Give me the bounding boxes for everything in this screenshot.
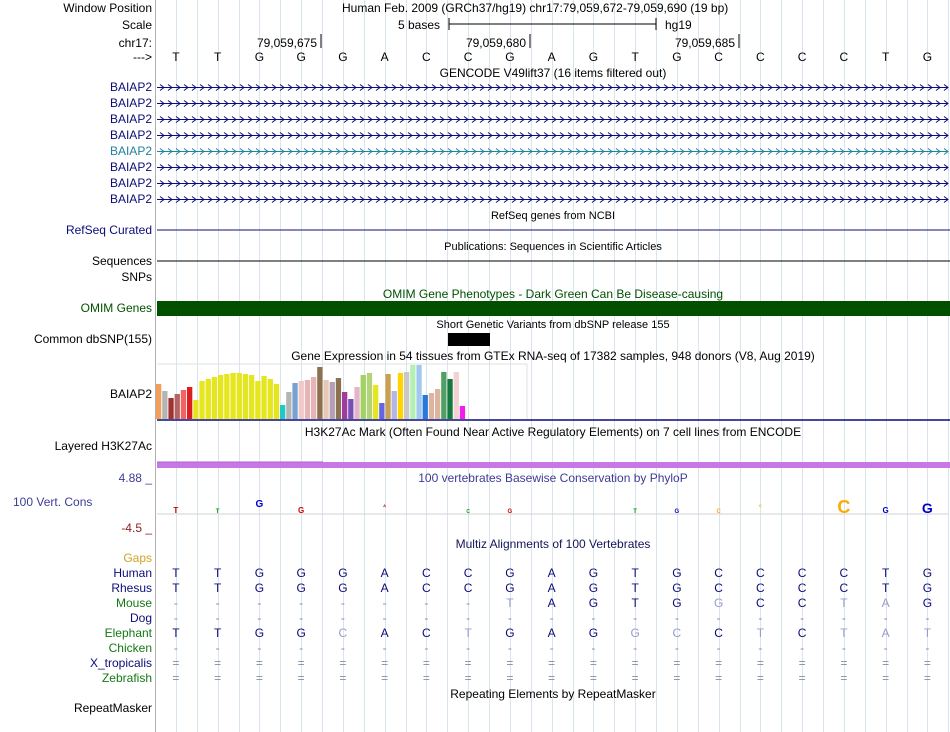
alignment-base: - [591, 641, 596, 655]
alignment-base: G [922, 581, 933, 595]
gtex-tissue-bar[interactable] [416, 365, 421, 419]
position-tick-label: 79,059,685 [674, 36, 735, 50]
h3k27ac-label[interactable]: Layered H3K27Ac [54, 439, 152, 453]
alignment-base: = [214, 671, 222, 685]
alignment-base: = [882, 656, 890, 670]
gtex-tissue-bar[interactable] [305, 380, 310, 419]
alignment-base: = [381, 671, 389, 685]
species-label[interactable]: Zebrafish [101, 671, 152, 685]
alignment-base: = [172, 671, 180, 685]
phylop-glyph: G [921, 500, 933, 516]
alignment-base: = [422, 656, 430, 670]
alignment-base: T [464, 626, 472, 640]
alignment-base: G [630, 626, 640, 640]
alignment-base: = [339, 656, 347, 670]
gtex-tissue-bar[interactable] [441, 372, 446, 419]
alignment-base: T [172, 581, 180, 595]
alignment-base: = [840, 671, 848, 685]
alignment-base: = [339, 671, 347, 685]
phylop-min-label: -4.5 _ [121, 521, 152, 535]
base-letter[interactable]: C [463, 50, 473, 64]
alignment-base: = [548, 656, 556, 670]
gtex-tissue-bar[interactable] [224, 374, 229, 419]
alignment-base: G [338, 581, 348, 595]
alignment-base: T [840, 626, 848, 640]
alignment-base: T [213, 626, 222, 640]
multiz-title[interactable]: Multiz Alignments of 100 Vertebrates [455, 537, 651, 551]
alignment-base: = [631, 671, 639, 685]
gtex-tissue-bar[interactable] [323, 380, 328, 419]
alignment-base: A [380, 566, 389, 580]
phylop-glyph: A [383, 503, 387, 508]
phylop-glyph: T [173, 506, 179, 515]
alignment-base: T [172, 626, 180, 640]
alignment-base: - [633, 611, 638, 625]
gtex-tissue-bar[interactable] [385, 374, 390, 419]
alignment-base: = [255, 671, 263, 685]
alignment-base: A [547, 581, 556, 595]
alignment-base: - [340, 611, 345, 625]
scale-assembly: hg19 [665, 18, 692, 32]
alignment-base: - [841, 641, 846, 655]
alignment-base: - [382, 641, 387, 655]
repeatmasker-title[interactable]: Repeating Elements by RepeatMasker [450, 687, 656, 701]
alignment-base: C [338, 626, 348, 640]
base-letter[interactable]: T [172, 50, 180, 64]
alignment-base: - [758, 611, 763, 625]
gtex-tissue-bar[interactable] [230, 373, 235, 419]
alignment-base: - [633, 641, 638, 655]
alignment-base: G [672, 581, 682, 595]
species-label[interactable]: Dog [129, 611, 152, 625]
alignment-base: C [839, 581, 849, 595]
alignment-base: - [257, 641, 262, 655]
alignment-base: C [422, 566, 431, 580]
gtex-tissue-bar[interactable] [447, 379, 452, 419]
alignment-base: - [257, 611, 262, 625]
gtex-tissue-bar[interactable] [336, 378, 341, 419]
alignment-base: G [713, 596, 724, 610]
alignment-base: C [839, 566, 849, 580]
alignment-base: C [714, 566, 723, 580]
alignment-base: = [214, 656, 222, 670]
gtex-tissue-bar[interactable] [410, 365, 415, 419]
alignment-base: = [422, 671, 430, 685]
refseq-label[interactable]: RefSeq Curated [65, 223, 152, 237]
phylop-max-label: 4.88 _ [118, 471, 152, 485]
alignment-base: = [381, 656, 389, 670]
alignment-base: = [756, 656, 764, 670]
gtex-tissue-bar[interactable] [168, 398, 173, 419]
alignment-base: T [756, 626, 765, 640]
alignment-base: - [173, 611, 178, 625]
base-letter[interactable]: A [547, 50, 556, 64]
alignment-base: G [922, 596, 933, 610]
alignment-base: - [507, 611, 512, 625]
alignment-base: = [506, 671, 514, 685]
alignment-base: G [505, 566, 515, 580]
alignment-base: C [463, 566, 473, 580]
repeatmasker-label[interactable]: RepeatMasker [73, 701, 152, 715]
scale-label: Scale [121, 18, 152, 32]
alignment-base: T [881, 566, 890, 580]
alignment-base: - [215, 641, 220, 655]
alignment-base: = [798, 671, 806, 685]
gtex-tissue-bar[interactable] [342, 392, 347, 419]
gencode-transcript-label[interactable]: BAIAP2 [109, 96, 152, 110]
phylop-glyph: G [507, 509, 513, 515]
alignment-base: G [922, 566, 933, 580]
alignment-base: = [255, 656, 263, 670]
base-letter[interactable]: G [254, 50, 265, 64]
gtex-tissue-bar[interactable] [404, 372, 409, 419]
alignment-base: G [588, 626, 599, 640]
alignment-base: A [547, 596, 556, 610]
base-letter[interactable]: G [296, 50, 306, 64]
gtex-tissue-bar[interactable] [460, 406, 465, 419]
alignment-base: C [672, 626, 682, 640]
alignment-base: G [505, 581, 515, 595]
phylop-label[interactable]: 100 Vert. Cons [13, 495, 93, 509]
alignment-base: = [882, 671, 890, 685]
gencode-title[interactable]: GENCODE V49lift37 (16 items filtered out) [439, 66, 667, 80]
alignment-base: C [797, 596, 807, 610]
gtex-tissue-bar[interactable] [255, 381, 260, 419]
base-letter[interactable]: G [338, 50, 348, 64]
alignment-base: C [797, 566, 807, 580]
gtex-tissue-bar[interactable] [274, 384, 279, 419]
alignment-base: = [589, 671, 597, 685]
alignment-base: = [464, 656, 472, 670]
alignment-base: = [548, 671, 556, 685]
gtex-tissue-bar[interactable] [187, 387, 192, 419]
gtex-tissue-bar[interactable] [423, 395, 428, 419]
phylop-glyph: C [466, 509, 470, 515]
gtex-tissue-bar[interactable] [212, 377, 217, 419]
window-position-value: Human Feb. 2009 (GRCh37/hg19) chr17:79,059,672-79,059,690 (19 bp) [342, 1, 729, 15]
gtex-tissue-bar[interactable] [398, 373, 403, 419]
publications-label[interactable]: Sequences [91, 254, 152, 268]
base-letter[interactable]: T [631, 50, 639, 64]
alignment-base: C [756, 596, 765, 610]
h3k27ac-title[interactable]: H3K27Ac Mark (Often Found Near Active Regulatory Elements) on 7 cell lines from ENCODE [304, 425, 802, 439]
alignment-base: - [549, 611, 554, 625]
alignment-base: C [756, 581, 765, 595]
alignment-base: - [215, 611, 220, 625]
gtex-tissue-bar[interactable] [261, 376, 266, 419]
gtex-tissue-bar[interactable] [373, 385, 378, 419]
alignment-base: - [549, 641, 554, 655]
omim-feature-bar[interactable] [157, 301, 950, 316]
alignment-base: = [798, 656, 806, 670]
alignment-base: A [881, 596, 890, 610]
gtex-tissue-bar[interactable] [454, 372, 459, 419]
alignment-base: T [506, 596, 514, 610]
alignment-base: - [466, 596, 471, 610]
alignment-base: = [297, 671, 305, 685]
alignment-base: G [296, 566, 306, 580]
alignment-base: - [382, 596, 387, 610]
alignment-base: = [673, 671, 681, 685]
base-letter[interactable]: C [714, 50, 723, 64]
phylop-glyph: T [633, 509, 637, 515]
gtex-tissue-bar[interactable] [348, 399, 353, 419]
alignment-base: - [466, 611, 471, 625]
gtex-tissue-bar[interactable] [237, 373, 242, 419]
alignment-base: - [716, 641, 721, 655]
species-label[interactable]: Rhesus [111, 581, 152, 595]
omim-title[interactable]: OMIM Gene Phenotypes - Dark Green Can Be Disease-causing [382, 287, 724, 301]
phylop-glyph: C [716, 509, 721, 515]
species-label[interactable]: Chicken [108, 641, 152, 655]
alignment-base: - [215, 596, 220, 610]
alignment-base: - [424, 641, 429, 655]
phylop-glyph: C [837, 497, 851, 517]
species-label[interactable]: Human [113, 566, 152, 580]
base-letter[interactable]: T [881, 50, 890, 64]
alignment-base: = [756, 671, 764, 685]
gtex-tissue-bar[interactable] [206, 379, 211, 419]
gtex-tissue-bar[interactable] [280, 405, 285, 419]
alignment-base: - [424, 596, 429, 610]
phylop-title[interactable]: 100 vertebrates Basewise Conservation by PhyloP [418, 471, 688, 485]
alignment-base: - [299, 641, 304, 655]
gtex-tissue-bar[interactable] [429, 393, 434, 419]
phylop-glyph: G [255, 499, 264, 510]
alignment-base: - [299, 611, 304, 625]
alignment-base: C [714, 581, 723, 595]
phylop-glyph: G [882, 506, 889, 515]
gencode-transcript-label[interactable]: BAIAP2 [109, 192, 152, 206]
alignment-base: - [173, 641, 178, 655]
species-label[interactable]: Mouse [115, 596, 152, 610]
alignment-base: C [422, 626, 431, 640]
alignment-base: G [254, 566, 265, 580]
alignment-base: = [589, 656, 597, 670]
base-letter[interactable]: C [839, 50, 849, 64]
alignment-base: A [380, 581, 389, 595]
alignment-base: - [257, 596, 262, 610]
gtex-tissue-bar[interactable] [243, 374, 248, 419]
gtex-tissue-bar[interactable] [175, 394, 180, 419]
alignment-base: = [715, 671, 723, 685]
alignment-base: A [881, 626, 890, 640]
gtex-tissue-bar[interactable] [299, 381, 304, 419]
base-letter[interactable]: C [422, 50, 431, 64]
alignment-base: G [296, 581, 306, 595]
gtex-bar-chart[interactable] [156, 364, 527, 419]
base-letter[interactable]: C [797, 50, 807, 64]
alignment-base: T [840, 596, 848, 610]
alignment-base: A [547, 566, 556, 580]
snps-label[interactable]: SNPs [121, 270, 152, 284]
gencode-transcript-label[interactable]: BAIAP2 [109, 176, 152, 190]
gtex-tissue-bar[interactable] [193, 400, 198, 419]
alignment-base: = [172, 656, 180, 670]
base-letter[interactable]: A [380, 50, 389, 64]
alignment-base: = [297, 656, 305, 670]
gtex-tissue-bar[interactable] [354, 387, 359, 419]
publications-title[interactable]: Publications: Sequences in Scientific Articles [444, 241, 662, 253]
position-tick-label: 79,059,675 [256, 36, 317, 50]
gtex-tissue-bar[interactable] [435, 389, 440, 419]
alignment-base: - [299, 596, 304, 610]
window-position-label: Window Position [63, 1, 152, 15]
gtex-tissue-bar[interactable] [292, 383, 297, 419]
alignment-base: A [380, 626, 389, 640]
refseq-title[interactable]: RefSeq genes from NCBI [490, 210, 616, 222]
alignment-base: = [923, 656, 931, 670]
alignment-base: - [883, 641, 888, 655]
gencode-transcript-label[interactable]: BAIAP2 [109, 144, 152, 158]
alignment-base: G [296, 626, 306, 640]
alignment-base: - [716, 611, 721, 625]
gtex-tissue-bar[interactable] [392, 391, 397, 419]
base-letter[interactable]: G [588, 50, 599, 64]
omim-label[interactable]: OMIM Genes [80, 301, 152, 315]
base-letter[interactable]: G [505, 50, 515, 64]
alignment-base: C [422, 581, 431, 595]
alignment-base: G [338, 566, 348, 580]
gtex-tissue-bar[interactable] [249, 375, 254, 419]
alignment-base: - [800, 611, 805, 625]
alignment-base: - [841, 611, 846, 625]
phylop-glyph: T [215, 509, 220, 515]
gtex-tissue-bar[interactable] [361, 375, 366, 419]
gtex-tissue-bar[interactable] [156, 384, 161, 419]
alignment-base: - [424, 611, 429, 625]
alignment-base: = [464, 671, 472, 685]
base-letter[interactable]: G [672, 50, 682, 64]
gtex-label[interactable]: BAIAP2 [109, 387, 152, 401]
gtex-tissue-bar[interactable] [162, 391, 167, 419]
alignment-base: - [591, 611, 596, 625]
alignment-base: = [715, 656, 723, 670]
alignment-base: G [505, 626, 515, 640]
base-letter[interactable]: T [213, 50, 222, 64]
alignment-base: T [213, 581, 222, 595]
phylop-glyph: G [298, 506, 305, 515]
alignment-base: - [173, 596, 178, 610]
gencode-transcript-label[interactable]: BAIAP2 [109, 128, 152, 142]
alignment-base: T [213, 566, 222, 580]
alignment-base: T [631, 596, 639, 610]
alignment-base: - [758, 641, 763, 655]
gtex-tissue-bar[interactable] [218, 375, 223, 419]
alignment-base: - [340, 641, 345, 655]
alignment-base: C [797, 626, 807, 640]
alignment-base: - [925, 611, 930, 625]
alignment-base: - [925, 641, 930, 655]
alignment-base: C [463, 581, 473, 595]
alignment-base: C [756, 566, 765, 580]
alignment-base: G [254, 581, 265, 595]
strand-label: ---> [133, 50, 152, 64]
alignment-base: A [547, 626, 556, 640]
alignment-base: G [588, 566, 599, 580]
alignment-base: G [588, 581, 599, 595]
species-label[interactable]: Elephant [104, 626, 152, 640]
phylop-glyph: G [674, 509, 680, 515]
alignment-base: - [674, 611, 679, 625]
gtex-tissue-bar[interactable] [199, 381, 204, 419]
gaps-label[interactable]: Gaps [123, 551, 152, 565]
base-letter[interactable]: G [922, 50, 933, 64]
gencode-transcript-label[interactable]: BAIAP2 [109, 112, 152, 126]
gtex-tissue-bar[interactable] [181, 390, 186, 419]
dbsnp-label[interactable]: Common dbSNP(155) [33, 332, 152, 346]
alignment-base: - [883, 611, 888, 625]
alignment-base: = [673, 656, 681, 670]
alignment-base: T [172, 566, 180, 580]
alignment-base: - [674, 641, 679, 655]
alignment-base: C [714, 626, 723, 640]
alignment-base: G [254, 626, 265, 640]
alignment-base: G [588, 596, 599, 610]
alignment-base: T [631, 566, 639, 580]
gtex-tissue-bar[interactable] [379, 403, 384, 419]
alignment-base: T [881, 581, 890, 595]
gtex-tissue-bar[interactable] [311, 377, 316, 419]
alignment-base: = [631, 656, 639, 670]
dbsnp-title[interactable]: Short Genetic Variants from dbSNP release 155 [436, 319, 670, 331]
species-label[interactable]: X_tropicalis [89, 656, 152, 670]
alignment-base: - [466, 641, 471, 655]
gtex-tissue-bar[interactable] [286, 392, 291, 419]
gtex-tissue-bar[interactable] [330, 382, 335, 419]
position-tick-label: 79,059,680 [465, 36, 526, 50]
alignment-base: = [840, 656, 848, 670]
alignment-base: = [923, 671, 931, 685]
alignment-base: - [800, 641, 805, 655]
alignment-base: = [506, 656, 514, 670]
dbsnp-variant[interactable] [448, 333, 490, 346]
alignment-base: G [672, 596, 682, 610]
h3k27ac-signal[interactable] [157, 462, 950, 468]
gencode-transcript-label[interactable]: BAIAP2 [109, 160, 152, 174]
phylop-glyph: C [758, 503, 762, 508]
base-letter[interactable]: C [756, 50, 765, 64]
gtex-tissue-bar[interactable] [268, 379, 273, 419]
alignment-base: T [923, 626, 932, 640]
alignment-base: - [507, 641, 512, 655]
gtex-tissue-bar[interactable] [367, 373, 372, 419]
scale-left-text: 5 bases [398, 18, 441, 32]
gtex-title[interactable]: Gene Expression in 54 tissues from GTEx RNA-seq of 17382 samples, 948 donors (V8, Aug 2019) [291, 349, 815, 363]
alignment-base: C [797, 581, 807, 595]
gtex-tissue-bar[interactable] [317, 367, 322, 419]
chromosome-label: chr17: [118, 36, 152, 50]
gencode-transcript-label[interactable]: BAIAP2 [109, 80, 152, 94]
alignment-base: - [382, 611, 387, 625]
alignment-base: G [672, 566, 682, 580]
alignment-base: T [631, 581, 639, 595]
alignment-base: - [340, 596, 345, 610]
